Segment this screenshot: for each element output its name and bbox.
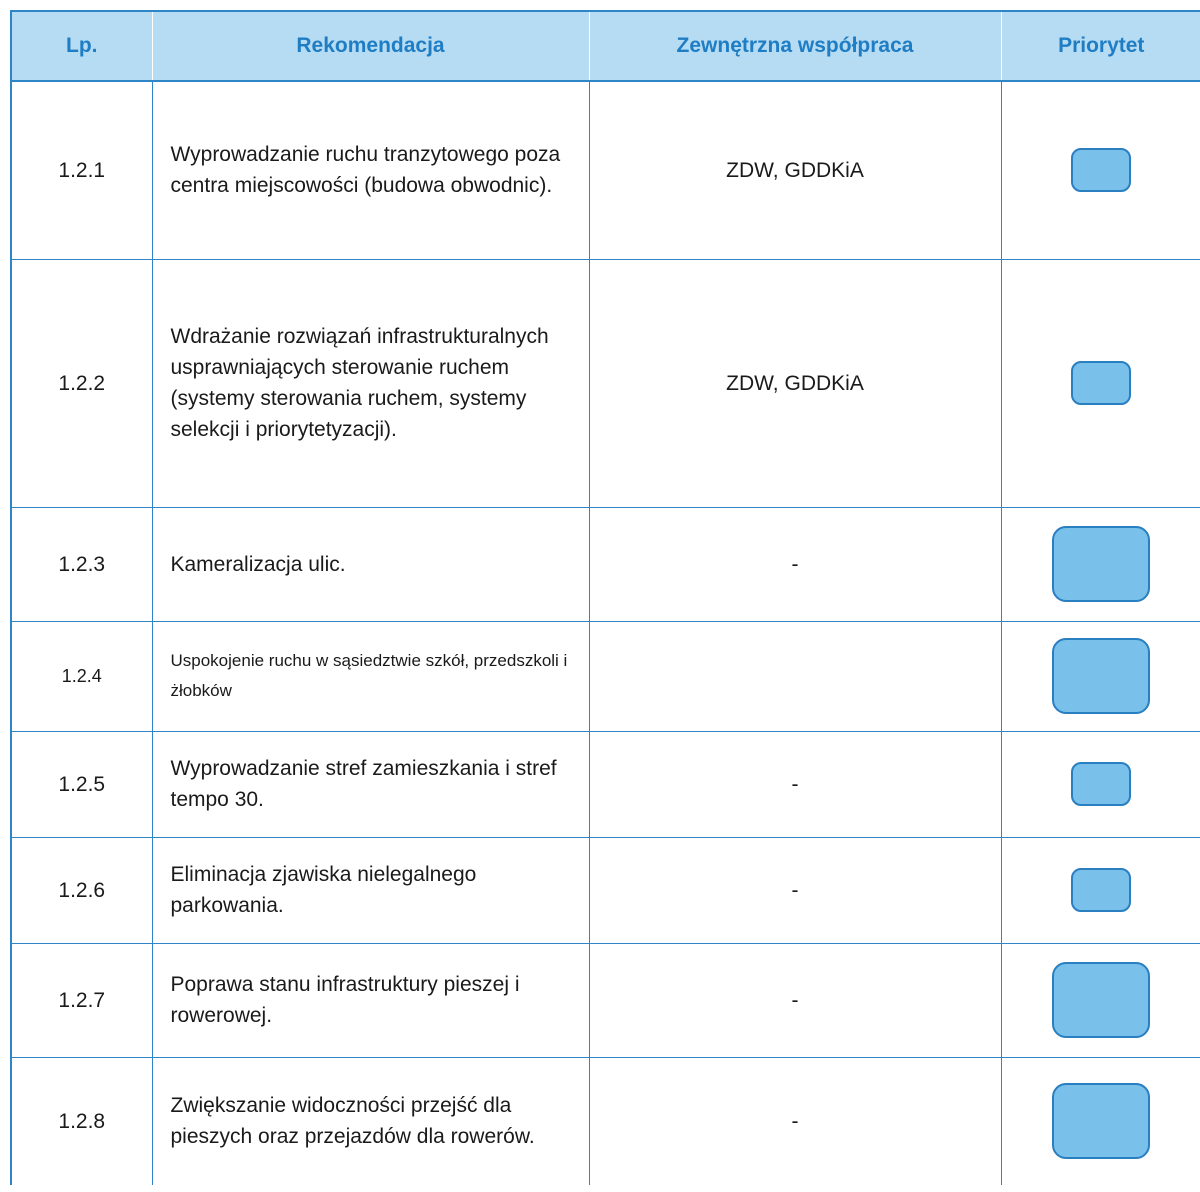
row-rekomendacja: Eliminacja zjawiska nielegalnego parkowania. [152,837,589,943]
row-rekomendacja: Kameralizacja ulic. [152,507,589,621]
priority-badge [1052,1083,1150,1159]
row-priorytet [1001,1057,1200,1185]
header-lp: Lp. [11,11,152,81]
table-header-row [11,11,1200,81]
table-row [11,621,1200,731]
header-priorytet: Priorytet [1001,11,1200,81]
row-lp: 1.2.3 [11,507,152,621]
row-rekomendacja: Poprawa stanu infrastruktury pieszej i rowerowej. [152,943,589,1057]
row-rekomendacja: Wyprowadzanie ruchu tranzytowego poza centra miejscowości (budowa obwodnic). [152,81,589,259]
table-row [11,1057,1200,1185]
row-lp: 1.2.4 [11,621,152,731]
recommendations-table [10,10,1200,1185]
priority-badge [1071,361,1131,405]
recommendations-table-container [10,10,1200,1185]
row-rekomendacja: Wyprowadzanie stref zamieszkania i stref tempo 30. [152,731,589,837]
row-priorytet [1001,259,1200,507]
header-wspolpraca: Zewnętrzna współpraca [589,11,1001,81]
row-wspolpraca: - [589,943,1001,1057]
priority-badge [1052,962,1150,1038]
row-rekomendacja: Uspokojenie ruchu w sąsiedztwie szkół, przedszkoli i żłobków [152,621,589,731]
row-priorytet [1001,507,1200,621]
row-rekomendacja: Zwiększanie widoczności przejść dla pieszych oraz przejazdów dla rowerów. [152,1057,589,1185]
table-row [11,507,1200,621]
table-row [11,943,1200,1057]
header-rekomendacja: Rekomendacja [152,11,589,81]
row-lp: 1.2.5 [11,731,152,837]
row-wspolpraca: ZDW, GDDKiA [589,259,1001,507]
priority-badge [1071,868,1131,912]
row-rekomendacja: Wdrażanie rozwiązań infrastrukturalnych usprawniających sterowanie ruchem (systemy sterowania ruchem, systemy selekcji i priorytetyzacji). [152,259,589,507]
row-wspolpraca: ZDW, GDDKiA [589,81,1001,259]
row-lp: 1.2.1 [11,81,152,259]
table-row [11,81,1200,259]
row-wspolpraca: - [589,731,1001,837]
row-priorytet [1001,731,1200,837]
table-row [11,731,1200,837]
row-wspolpraca: - [589,837,1001,943]
priority-badge [1052,526,1150,602]
row-priorytet [1001,943,1200,1057]
row-lp: 1.2.8 [11,1057,152,1185]
row-wspolpraca: - [589,1057,1001,1185]
priority-badge [1052,638,1150,714]
row-priorytet [1001,837,1200,943]
row-priorytet [1001,81,1200,259]
row-wspolpraca [589,621,1001,731]
row-lp: 1.2.2 [11,259,152,507]
row-wspolpraca: - [589,507,1001,621]
priority-badge [1071,148,1131,192]
table-row [11,259,1200,507]
row-priorytet [1001,621,1200,731]
row-lp: 1.2.7 [11,943,152,1057]
priority-badge [1071,762,1131,806]
row-lp: 1.2.6 [11,837,152,943]
table-row [11,837,1200,943]
